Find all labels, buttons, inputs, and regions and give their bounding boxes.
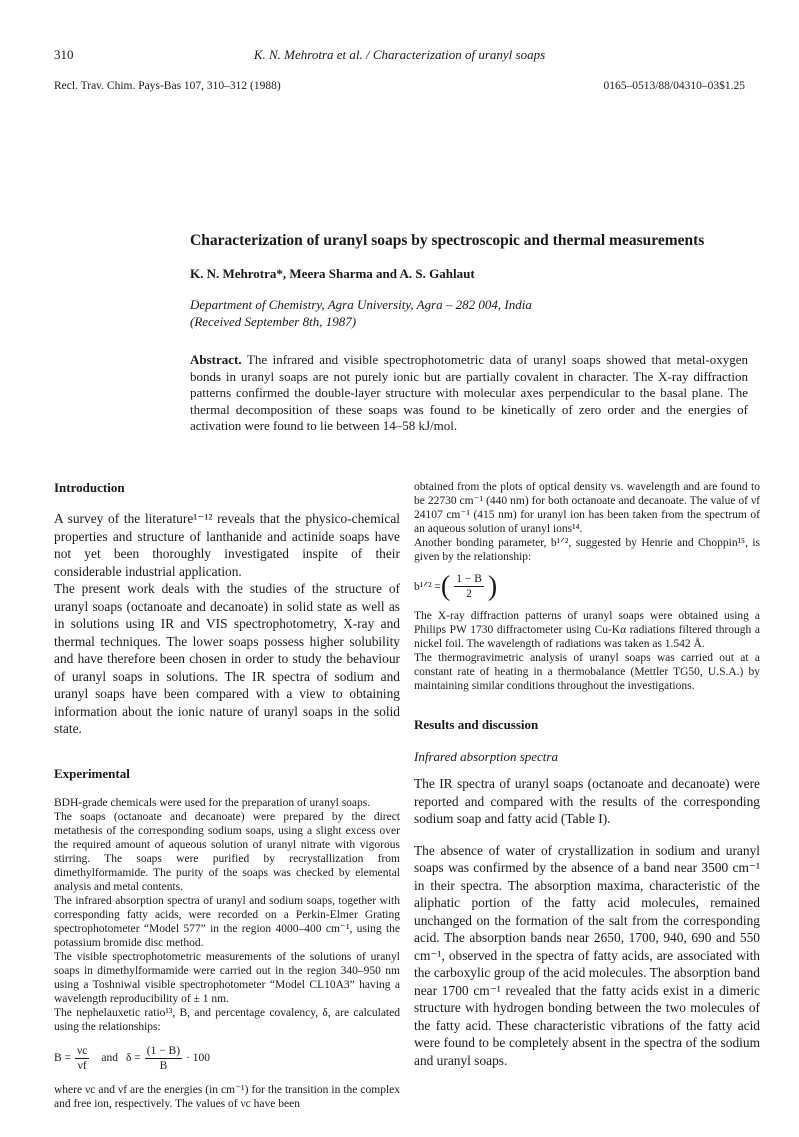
experimental-paragraph: The visible spectrophotometric measurements of the solutions of uranyl soaps in dimethylformamide were carried out in the region 340–950 nm using a Toshniwal visible spectrophotometer “Model CL10A3” having a wavelength reproducibility of ± 1 nm.	[54, 950, 400, 1005]
eq-conjunction: and	[101, 1052, 118, 1064]
fraction-numerator: (1 − B)	[146, 1044, 181, 1057]
equation-nephelauxetic	[54, 1044, 400, 1073]
results-paragraph: The absence of water of crystallization in sodium and uranyl soaps was confirmed by the absence of a band near 3500 cm⁻¹ in their spectra. The absorption maxima, characteristic of the aliphatic portion of the fatty acid molecules, remained unchanged on the formation of the salt from the corresponding acid. The absorption bands near 2650, 1700, 940, 690 and 550 cm⁻¹, observed in the spectra of fatty acids, are associated with the carboxylic group of the acid molecules. The absorption band near 1700 cm⁻¹ revealed that the fatty acids exist in a dimeric structure with hydrogen bonding between the two molecules of the fatty acid. These characteristic vibrations of the fatty acid were found to be completely absent in the spectra of the sodium and uranyl soaps.	[414, 842, 760, 1068]
experimental-paragraph: BDH-grade chemicals were used for the preparation of uranyl soaps.	[54, 796, 371, 809]
open-paren: (	[440, 570, 451, 602]
author-list: K. N. Mehrotra*, Meera Sharma and A. S. Gahlaut	[190, 266, 475, 281]
equation-bonding-parameter	[414, 572, 760, 601]
abstract-label: Abstract.	[190, 352, 242, 367]
eq-rhs: · 100	[186, 1052, 211, 1064]
fraction-denominator: B	[159, 1059, 168, 1072]
eq-lhs: b¹ᐟ² =	[414, 580, 441, 593]
introduction-heading: Introduction	[54, 480, 125, 495]
fraction-numerator: 1 − B	[456, 573, 482, 585]
journal-citation: Recl. Trav. Chim. Pays-Bas 107, 310–312 (1988)	[54, 80, 281, 92]
right-column	[414, 480, 760, 1069]
results-heading: Results and discussion	[414, 717, 539, 732]
article-code: 0165–0513/88/04310–03$1.25	[603, 80, 745, 92]
eq-lhs: δ =	[125, 1052, 141, 1064]
received-date: (Received September 8th, 1987)	[190, 314, 357, 329]
close-paren: )	[487, 570, 498, 602]
eq-lhs: B =	[54, 1052, 72, 1064]
page-number: 310	[54, 47, 74, 62]
fraction	[75, 1044, 89, 1073]
body-paragraph: The thermogravimetric analysis of uranyl soaps was carried out at a constant rate of heating in a thermobalance (Mettler TG50, U.S.A.) by maintaining similar conditions throughout the investigations.	[414, 652, 760, 692]
fraction-denominator: 2	[466, 588, 472, 600]
affiliation-block	[190, 296, 710, 330]
affiliation: Department of Chemistry, Agra University, Agra – 282 004, India	[190, 297, 532, 312]
introduction-paragraph: The present work deals with the studies of the structure of uranyl soaps (octanoate and decanoate) in solid state as well as in solutions using IR and VIS spectrophotometry, X-ray and thermal techniques. The lower soaps possess higher solubility and have therefore been chosen in order to study the behaviour of uranyl soaps in solutions. The IR spectra of sodium and uranyl soaps have been compared with a view to obtaining information about the ionic nature of uranyl soaps in the solid state.	[54, 581, 400, 736]
experimental-paragraph: The soaps (octanoate and decanoate) were prepared by the direct metathesis of the corresponding sodium soaps, using a slight excess over the required amount of aqueous solution of uranyl nitrate with vigorous stirring. The soaps were purified by recrystallization from dimethylformamide. The purity of the soaps was checked by elemental analysis and metal contents.	[54, 810, 400, 893]
fraction	[145, 1044, 182, 1073]
fraction	[454, 572, 484, 601]
fraction-numerator: νc	[77, 1044, 88, 1057]
abstract	[190, 352, 748, 435]
results-paragraph: The IR spectra of uranyl soaps (octanoate and decanoate) were reported and compared with the results of the corresponding sodium soap and fatty acid (Table I).	[414, 776, 760, 826]
experimental-paragraph: The nephelauxetic ratio¹³, B, and percentage covalency, δ, are calculated using the relationships:	[54, 1006, 400, 1033]
abstract-text: The infrared and visible spectrophotometric data of uranyl soaps showed that metal-oxygen bonds in uranyl soaps are not purely ionic but are partially covalent in character. The X-ray diffraction patterns confirmed the double-layer structure with molecular axes perpendicular to the basal plane. The thermal decomposition of these soaps was found to be kinetically of zero order and the energies of activation were found to lie between 14–58 kJ/mol.	[190, 352, 748, 434]
body-paragraph: Another bonding parameter, b¹ᐟ², suggested by Henrie and Choppin¹⁵, is given by the relationship:	[414, 537, 760, 563]
body-paragraph: obtained from the plots of optical density vs. wavelength and are found to be 22730 cm⁻¹ (440 nm) for both octanoate and decanoate. The value of νf 24107 cm⁻¹ (415 nm) for uranyl ion has been taken from the spectrum of an aqueous solution of uranyl ions¹⁴.	[414, 481, 760, 535]
introduction-paragraph: A survey of the literature¹⁻¹² reveals that the physico-chemical properties and structure of lanthanide and actinide soaps have not yet been thoroughly investigated inspite of their considerable industrial application.	[54, 511, 400, 579]
experimental-paragraph: The infrared absorption spectra of uranyl and sodium soaps, together with corresponding fatty acids, were recorded on a Perkin-Elmer Grating spectrophotometer “Model 577” in the region 4000–400 cm⁻¹, using the potassium bromide disc method.	[54, 894, 400, 949]
left-column	[54, 480, 400, 1111]
results-subheading: Infrared absorption spectra	[414, 749, 558, 764]
body-paragraph: The X-ray diffraction patterns of uranyl soaps were obtained using a Philips PW 1730 diffractometer using Cu-Kα radiations filtered through a nickel foil. The wavelength of radiations was taken as 1.542 Å.	[414, 610, 760, 650]
fraction-denominator: νf	[77, 1059, 87, 1072]
experimental-heading: Experimental	[54, 765, 130, 781]
running-header: K. N. Mehrotra et al. / Characterization of uranyl soaps	[253, 47, 546, 62]
experimental-paragraph: where νc and νf are the energies (in cm⁻¹) for the transition in the complex and free ion, respectively. The values of νc have been	[54, 1083, 400, 1110]
article-title: Characterization of uranyl soaps by spectroscopic and thermal measurements	[190, 232, 705, 249]
